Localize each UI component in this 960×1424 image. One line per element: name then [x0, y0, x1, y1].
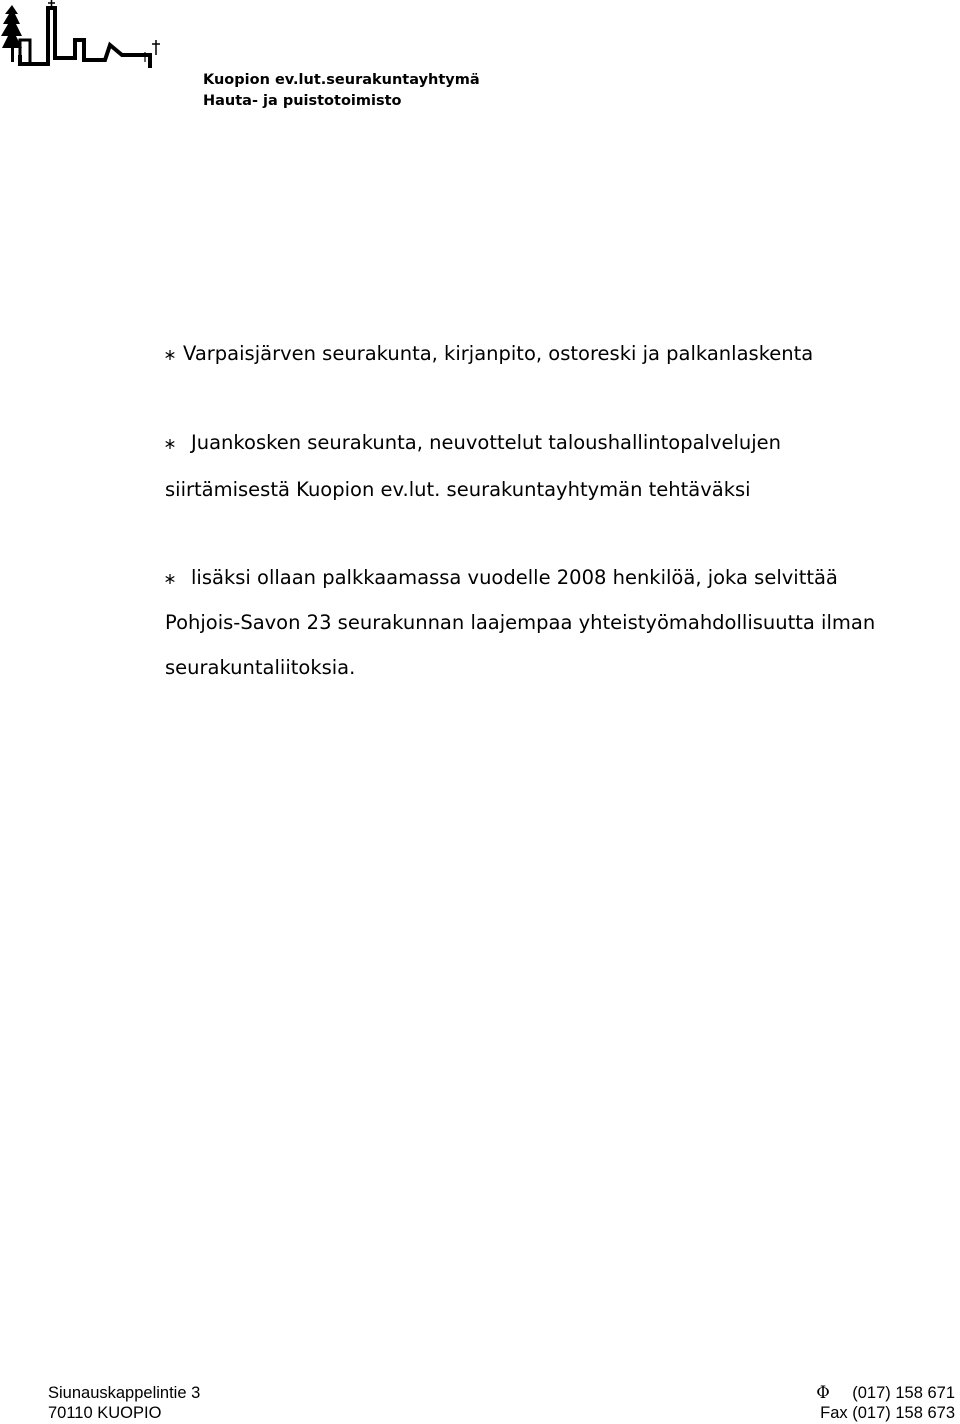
department-name: Hauta- ja puistotoimisto [203, 93, 402, 109]
footer-address [48, 1383, 200, 1423]
organization-name: Kuopion ev.lut.seurakuntayhtymä [203, 72, 480, 88]
list-item-continuation [165, 657, 355, 679]
asterisk-bullet-icon [165, 439, 175, 449]
list-item-text: siirtämisestä Kuopion ev.lut. seurakuntayhtymän tehtäväksi [165, 478, 751, 501]
phone-icon: Φ [816, 1383, 830, 1402]
seurakuntayhtyma-logo [0, 0, 165, 75]
list-item-text: seurakuntaliitoksia. [165, 656, 356, 679]
list-item [165, 567, 838, 589]
list-item-continuation [165, 479, 751, 501]
list-item-continuation [165, 612, 875, 634]
asterisk-bullet-icon [165, 574, 175, 584]
fax-number: Fax (017) 158 673 [820, 1404, 955, 1422]
phone-number: (017) 158 671 [852, 1384, 955, 1402]
list-item [165, 343, 813, 365]
postal-address: 70110 KUOPIO [48, 1404, 162, 1422]
asterisk-bullet-icon [165, 350, 175, 360]
list-item-text: Varpaisjärven seurakunta, kirjanpito, ostoreski ja palkanlaskenta [183, 342, 814, 365]
street-address: Siunauskappelintie 3 [48, 1384, 201, 1402]
list-item [165, 432, 781, 454]
list-item-text: Pohjois-Savon 23 seurakunnan laajempaa yhteistyömahdollisuutta ilman [165, 611, 876, 634]
list-item-text: Juankosken seurakunta, neuvottelut taloushallintopalvelujen [191, 431, 782, 454]
cross-icon [152, 40, 160, 55]
organization-header [203, 70, 480, 112]
phone-line [816, 1383, 955, 1403]
list-item-text: lisäksi ollaan palkkaamassa vuodelle 2008 henkilöä, joka selvittää [191, 566, 838, 589]
footer-contact [816, 1383, 955, 1423]
